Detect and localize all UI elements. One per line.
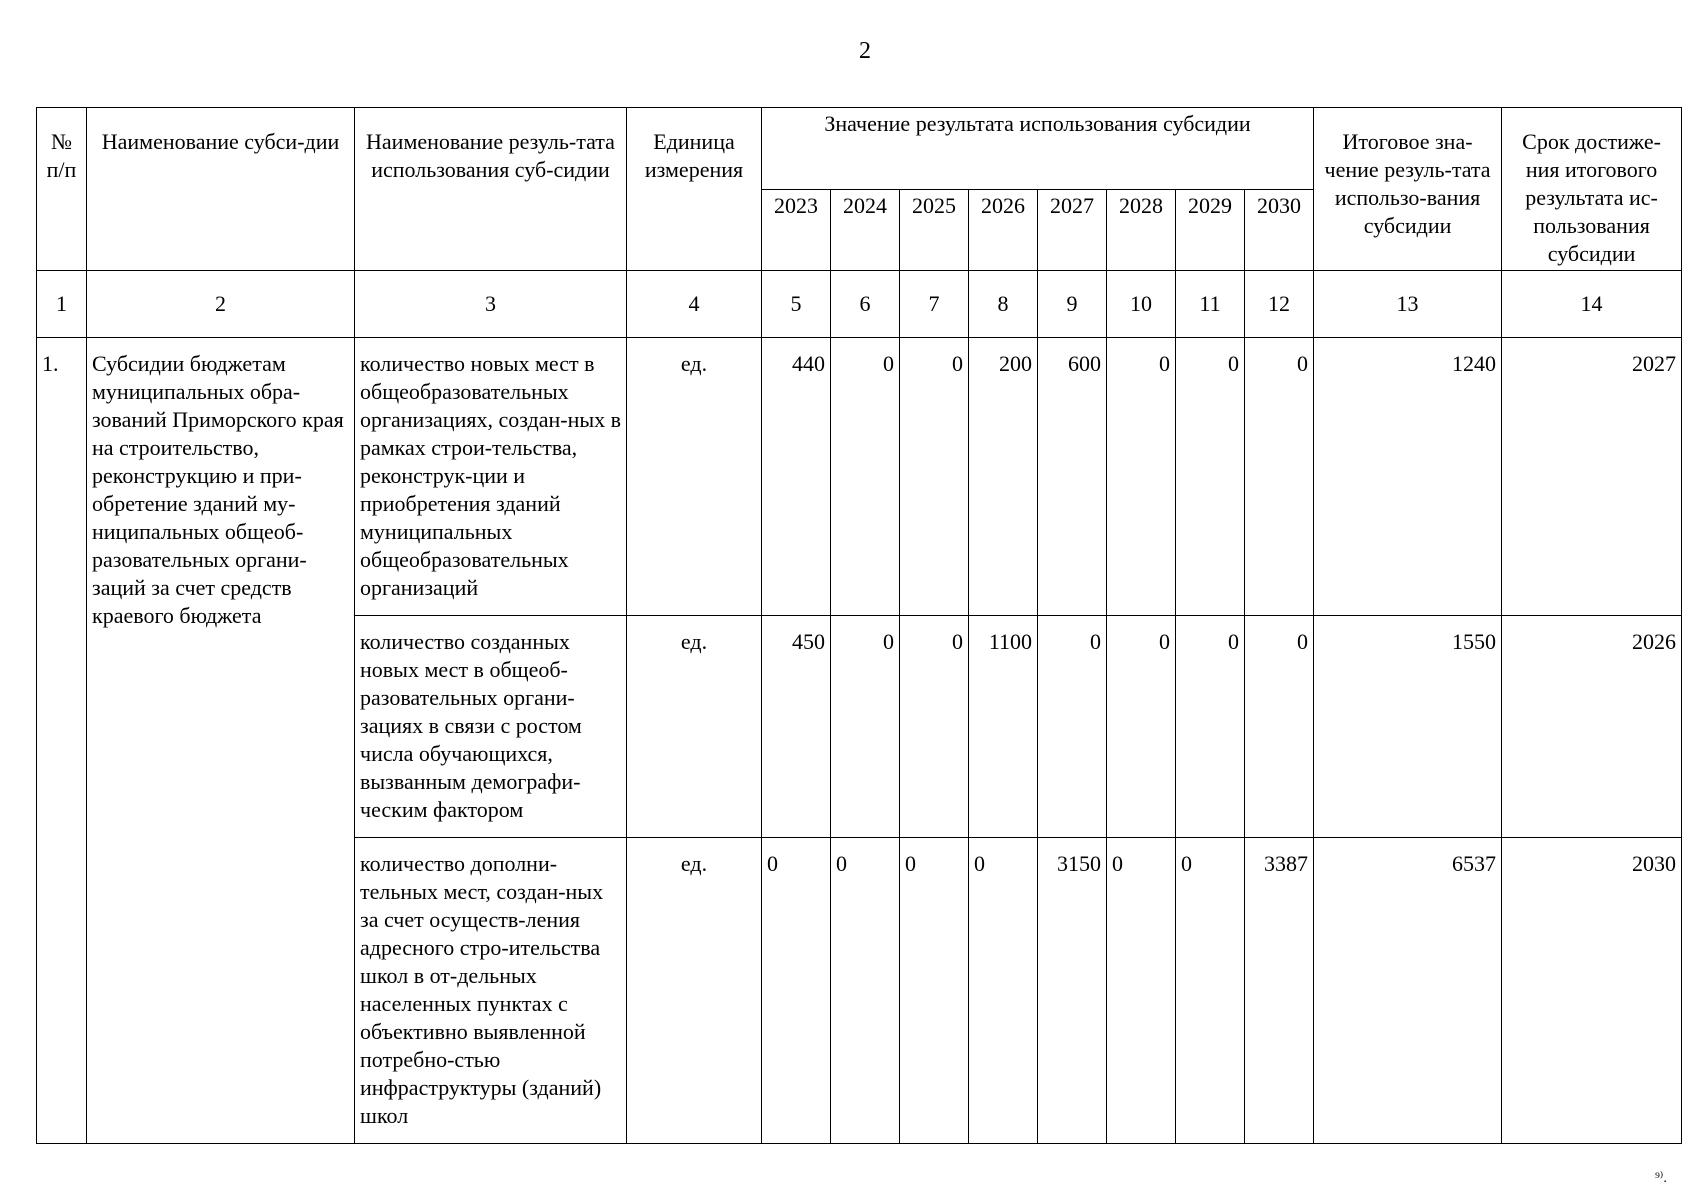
header-num: № п/п (37, 108, 87, 271)
column-number: 14 (1502, 271, 1682, 338)
value-cell: 0 (1107, 338, 1176, 616)
deadline-cell: 2026 (1502, 616, 1682, 838)
value-cell: 0 (1245, 338, 1314, 616)
value-cell: 0 (1176, 338, 1245, 616)
column-number: 11 (1176, 271, 1245, 338)
header-year: 2024 (831, 189, 900, 271)
header-year: 2025 (900, 189, 969, 271)
header-year: 2023 (762, 189, 831, 271)
column-number: 4 (627, 271, 762, 338)
header-total: Итоговое зна-чение резуль-тата использо-вания субсидии (1314, 108, 1502, 271)
column-number: 6 (831, 271, 900, 338)
column-number-row (37, 271, 1682, 338)
result-name-cell: количество дополни-тельных мест, создан-ных за счет осуществ-ления адресного стро-ительства школ в от-дельных населенных пунктах с объективно выявленной потребно-стью инфраструктуры (зданий) школ (355, 838, 627, 1144)
value-cell: 0 (1245, 616, 1314, 838)
value-cell: 0 (1107, 616, 1176, 838)
column-number: 13 (1314, 271, 1502, 338)
value-cell: 0 (831, 838, 900, 1144)
column-number: 9 (1038, 271, 1107, 338)
header-year: 2026 (969, 189, 1038, 271)
value-cell: 0 (900, 616, 969, 838)
column-number: 3 (355, 271, 627, 338)
header-unit: Единица измерения (627, 108, 762, 271)
value-cell: 0 (1176, 838, 1245, 1144)
unit-cell: ед. (627, 616, 762, 838)
header-year: 2029 (1176, 189, 1245, 271)
value-cell: 0 (1038, 616, 1107, 838)
header-year: 2028 (1107, 189, 1176, 271)
column-number: 7 (900, 271, 969, 338)
result-name-cell: количество новых мест в общеобразовательных организациях, создан-ных в рамках строи-тельства, реконструк-ции и приобретения зданий муниципальных общеобразовательных организаций (355, 338, 627, 616)
header-row-1 (37, 108, 1682, 190)
column-number: 12 (1245, 271, 1314, 338)
header-result-name: Наименование резуль-тата использования суб-сидии (355, 108, 627, 271)
value-cell: 0 (969, 838, 1038, 1144)
total-cell: 6537 (1314, 838, 1502, 1144)
row-num: 1. (37, 338, 87, 1144)
value-cell: 3387 (1245, 838, 1314, 1144)
value-cell: 200 (969, 338, 1038, 616)
value-cell: 0 (831, 338, 900, 616)
value-cell: 0 (900, 338, 969, 616)
subsidy-results-table (36, 107, 1682, 1144)
value-cell: 1100 (969, 616, 1038, 838)
column-number: 5 (762, 271, 831, 338)
unit-cell: ед. (627, 838, 762, 1144)
value-cell: 0 (1176, 616, 1245, 838)
result-name-cell: количество созданных новых мест в общеоб-разовательных органи-зациях в связи с ростом числа обучающихся, вызванным демографи-ческим фактором (355, 616, 627, 838)
unit-cell: ед. (627, 338, 762, 616)
header-year: 2030 (1245, 189, 1314, 271)
value-cell: 600 (1038, 338, 1107, 616)
value-cell: 450 (762, 616, 831, 838)
column-number: 1 (37, 271, 87, 338)
value-cell: 0 (831, 616, 900, 838)
header-deadline: Срок достиже-ния итогового результата ис-пользования субсидии (1502, 108, 1682, 271)
header-subsidy-name: Наименование субси-дии (87, 108, 355, 271)
deadline-cell: 2027 (1502, 338, 1682, 616)
value-cell: 0 (900, 838, 969, 1144)
value-cell: 0 (1107, 838, 1176, 1144)
table-row (37, 338, 1682, 616)
header-values-group: Значение результата использования субсидии (762, 108, 1314, 190)
total-cell: 1550 (1314, 616, 1502, 838)
corner-mark: ⁹⁾. (1655, 1171, 1667, 1186)
total-cell: 1240 (1314, 338, 1502, 616)
value-cell: 3150 (1038, 838, 1107, 1144)
page-number: 2 (859, 38, 871, 64)
column-number: 2 (87, 271, 355, 338)
deadline-cell: 2030 (1502, 838, 1682, 1144)
value-cell: 0 (762, 838, 831, 1144)
column-number: 10 (1107, 271, 1176, 338)
value-cell: 440 (762, 338, 831, 616)
column-number: 8 (969, 271, 1038, 338)
header-year: 2027 (1038, 189, 1107, 271)
subsidy-name-cell: Субсидии бюджетам муниципальных обра-зований Приморского края на строительство, реконструкцию и при-обретение зданий му-ниципальных общеоб-разовательных органи-заций за счет средств краевого бюджета (87, 338, 355, 1144)
